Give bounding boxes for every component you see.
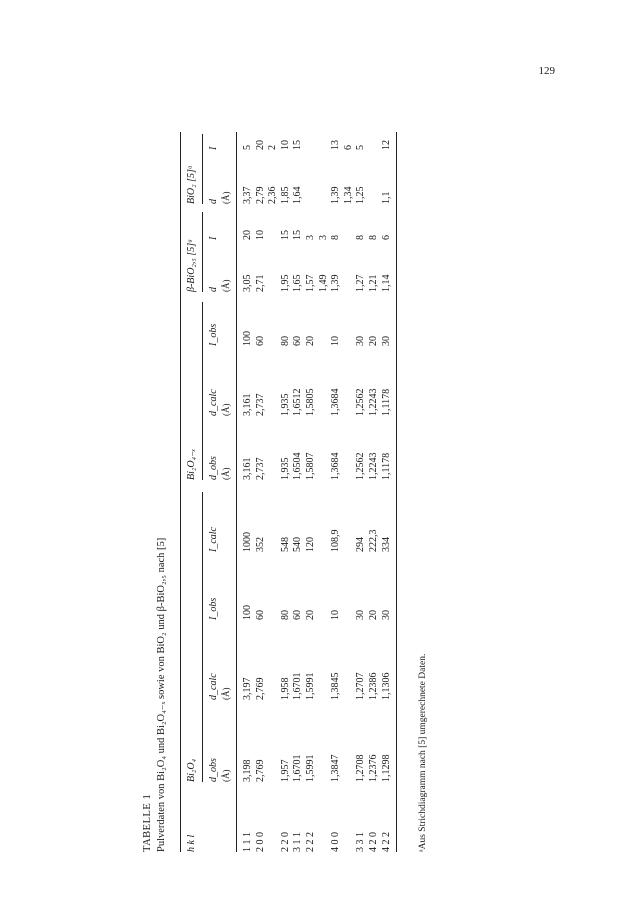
subheader-g2-dcalc: d_calc xyxy=(208,389,219,416)
cell-g1-dobs-row-7: 1,3847 xyxy=(330,754,342,782)
cell-g2-dcalc-row-1: 2,737 xyxy=(254,393,266,416)
cell-g4-i-row-11: 12 xyxy=(380,140,392,150)
cell-g4-i-row-2: 2 xyxy=(267,145,279,150)
subheader-g4-d-unit: (Å) xyxy=(221,191,231,204)
cell-g3-d-row-7: 1,39 xyxy=(330,274,342,292)
cell-g2-iobs-row-5: 20 xyxy=(305,336,316,346)
cell-g1-dcalc-row-3: 1,958 xyxy=(279,677,291,700)
cell-g2-iobs-row-7: 10 xyxy=(330,336,342,346)
cell-g2-dobs-row-7: 1,3684 xyxy=(330,452,342,480)
cell-g1-dobs-row-11: 1,1298 xyxy=(380,754,392,782)
subheader-g4-i: I xyxy=(208,146,219,150)
cell-hkl-row-7: 4 0 0 xyxy=(330,832,342,852)
subheader-g1-dcalc-unit: (Å) xyxy=(221,687,231,700)
cell-g4-d-row-4: 1,64 xyxy=(292,186,304,204)
cell-g2-iobs-row-9: 30 xyxy=(355,336,367,346)
cell-hkl-row-9: 3 3 1 xyxy=(355,832,367,852)
cell-g1-dcalc-row-9: 1,2707 xyxy=(355,672,367,700)
header-bottom-rule xyxy=(236,132,237,852)
cell-g3-i-row-0: 20 xyxy=(242,230,253,240)
cell-g1-dcalc-row-7: 1,3845 xyxy=(330,672,342,700)
cell-g1-icalc-row-7: 108,9 xyxy=(330,529,342,552)
cell-g1-dcalc-row-1: 2,769 xyxy=(254,677,266,700)
cell-g1-dobs-row-1: 2,769 xyxy=(254,759,266,782)
cell-g1-dcalc-row-0: 3,197 xyxy=(242,677,253,700)
header-group-beta-bio25: β-BiO₂,₅ [5]ᵃ xyxy=(186,238,197,292)
group-rule-bio2 xyxy=(202,134,203,204)
cell-g2-dobs-row-4: 1,6504 xyxy=(292,452,304,480)
subheader-g2-dobs-unit: (Å) xyxy=(221,467,231,480)
cell-g1-icalc-row-1: 352 xyxy=(254,537,266,552)
cell-g1-dobs-row-9: 1,2708 xyxy=(355,754,367,782)
subheader-g1-dobs: d_obs xyxy=(208,758,219,782)
table-caption: Pulverdaten von Bi₂O₄ und Bi₂O₄₋ₓ sowie von BiO₂ und β-BiO₂,₅ nach [5] xyxy=(156,537,167,852)
cell-g4-i-row-8: 6 xyxy=(342,145,354,150)
header-group-bi2o4: Bi₂O₄ xyxy=(186,758,197,782)
cell-g3-d-row-0: 3,05 xyxy=(242,274,253,292)
cell-g3-i-row-11: 6 xyxy=(380,235,392,240)
subheader-g3-d: d xyxy=(208,287,219,292)
cell-g2-iobs-row-4: 60 xyxy=(292,336,304,346)
cell-g2-dcalc-row-0: 3,161 xyxy=(242,393,253,416)
cell-g2-dcalc-row-4: 1,6512 xyxy=(292,388,304,416)
cell-g4-i-row-1: 20 xyxy=(254,140,266,150)
cell-g2-dcalc-row-9: 1,2562 xyxy=(355,388,367,416)
cell-g1-iobs-row-7: 10 xyxy=(330,610,342,620)
cell-g4-d-row-11: 1,1 xyxy=(380,191,392,204)
subheader-g2-dobs: d_obs xyxy=(208,456,219,480)
cell-g1-iobs-row-3: 80 xyxy=(279,610,291,620)
subheader-g1-iobs: I_obs xyxy=(208,597,219,620)
cell-g4-d-row-9: 1,25 xyxy=(355,186,367,204)
subheader-g1-dcalc: d_calc xyxy=(208,673,219,700)
cell-g2-dcalc-row-7: 1,3684 xyxy=(330,388,342,416)
cell-g2-iobs-row-0: 100 xyxy=(242,331,253,346)
cell-g3-i-row-7: 8 xyxy=(330,235,342,240)
cell-g1-dcalc-row-4: 1,6701 xyxy=(292,672,304,700)
subheader-g2-iobs: I_obs xyxy=(208,323,219,346)
cell-g1-iobs-row-5: 20 xyxy=(305,610,316,620)
bottom-rule xyxy=(396,132,397,852)
cell-hkl-row-4: 3 1 1 xyxy=(292,832,304,852)
cell-g1-icalc-row-4: 540 xyxy=(292,537,304,552)
cell-g2-dobs-row-1: 2,737 xyxy=(254,457,266,480)
cell-g4-i-row-3: 10 xyxy=(279,140,291,150)
cell-g1-dcalc-row-10: 1,2386 xyxy=(368,672,379,700)
cell-g3-d-row-6: 1,49 xyxy=(317,274,329,292)
cell-g1-iobs-row-0: 100 xyxy=(242,605,253,620)
cell-g1-iobs-row-10: 20 xyxy=(368,610,379,620)
subheader-g1-dobs-unit: (Å) xyxy=(221,769,231,782)
cell-g1-dcalc-row-5: 1,5991 xyxy=(305,672,316,700)
cell-hkl-row-3: 2 2 0 xyxy=(279,832,291,852)
cell-g1-icalc-row-3: 548 xyxy=(279,537,291,552)
cell-g4-d-row-3: 1,85 xyxy=(279,186,291,204)
cell-g3-i-row-6: 3 xyxy=(317,235,329,240)
cell-g3-i-row-3: 15 xyxy=(279,230,291,240)
cell-g4-i-row-9: 5 xyxy=(355,145,367,150)
page-number: 129 xyxy=(538,65,555,77)
cell-g3-i-row-1: 10 xyxy=(254,230,266,240)
cell-g1-iobs-row-1: 60 xyxy=(254,610,266,620)
cell-g2-dobs-row-9: 1,2562 xyxy=(355,452,367,480)
cell-hkl-row-11: 4 2 2 xyxy=(380,832,392,852)
cell-g4-d-row-7: 1,39 xyxy=(330,186,342,204)
cell-g1-iobs-row-9: 30 xyxy=(355,610,367,620)
cell-g2-iobs-row-11: 30 xyxy=(380,336,392,346)
cell-g1-icalc-row-10: 222,3 xyxy=(368,529,379,552)
group-rule-bi2o4x xyxy=(202,302,203,480)
cell-g2-iobs-row-1: 60 xyxy=(254,336,266,346)
cell-g1-icalc-row-11: 334 xyxy=(380,537,392,552)
top-rule xyxy=(180,132,181,852)
subheader-g3-d-unit: (Å) xyxy=(221,279,231,292)
cell-g1-dobs-row-4: 1,6701 xyxy=(292,754,304,782)
cell-g2-dobs-row-5: 1,5807 xyxy=(305,452,316,480)
rotated-table-block xyxy=(142,122,442,852)
subheader-g2-dcalc-unit: (Å) xyxy=(221,403,231,416)
cell-g1-dcalc-row-11: 1,1306 xyxy=(380,672,392,700)
subheader-g1-icalc: I_calc xyxy=(208,527,219,552)
cell-g3-i-row-4: 15 xyxy=(292,230,304,240)
cell-g4-i-row-4: 15 xyxy=(292,140,304,150)
cell-g2-dcalc-row-10: 1,2243 xyxy=(368,388,379,416)
cell-g4-d-row-8: 1,34 xyxy=(342,186,354,204)
cell-g1-dobs-row-3: 1,957 xyxy=(279,759,291,782)
cell-g4-d-row-2: 2,36 xyxy=(267,186,279,204)
cell-g3-i-row-5: 3 xyxy=(305,235,316,240)
subheader-g3-i: I xyxy=(208,236,219,240)
cell-g3-i-row-10: 8 xyxy=(368,235,379,240)
cell-hkl-row-1: 2 0 0 xyxy=(254,832,266,852)
cell-g2-dcalc-row-3: 1,935 xyxy=(279,393,291,416)
cell-g2-dcalc-row-5: 1,5805 xyxy=(305,388,316,416)
cell-g1-iobs-row-11: 30 xyxy=(380,610,392,620)
cell-g4-i-row-0: 5 xyxy=(242,145,253,150)
cell-g4-i-row-7: 13 xyxy=(330,140,342,150)
cell-g1-icalc-row-5: 120 xyxy=(305,537,316,552)
cell-g1-iobs-row-4: 60 xyxy=(292,610,304,620)
cell-g1-icalc-row-0: 1000 xyxy=(242,532,253,552)
cell-g1-icalc-row-9: 294 xyxy=(355,537,367,552)
cell-g3-d-row-3: 1,95 xyxy=(279,274,291,292)
cell-hkl-row-0: 1 1 1 xyxy=(242,832,253,852)
header-group-bi2o4x: Bi₂O₄₋ₓ xyxy=(186,448,197,480)
cell-hkl-row-10: 4 2 0 xyxy=(368,832,379,852)
header-group-bio2: BiO₂ [5]ᵃ xyxy=(186,165,197,204)
cell-g2-dobs-row-11: 1,1178 xyxy=(380,452,392,480)
group-rule-bi2o4 xyxy=(202,492,203,782)
cell-g3-i-row-9: 8 xyxy=(355,235,367,240)
cell-g1-dobs-row-10: 1,2376 xyxy=(368,754,379,782)
cell-g1-dobs-row-5: 1,5991 xyxy=(305,754,316,782)
subheader-g4-d: d xyxy=(208,199,219,204)
cell-g1-dobs-row-0: 3,198 xyxy=(242,759,253,782)
cell-g2-dobs-row-0: 3,161 xyxy=(242,457,253,480)
cell-g2-iobs-row-3: 80 xyxy=(279,336,291,346)
cell-g3-d-row-10: 1,21 xyxy=(368,274,379,292)
cell-g3-d-row-9: 1,27 xyxy=(355,274,367,292)
table-label: TABELLE 1 xyxy=(142,793,153,852)
footnote: ᵃAus Strichdiagramm nach [5] umgerechnete Daten. xyxy=(418,653,428,852)
cell-g2-dcalc-row-11: 1,1178 xyxy=(380,388,392,416)
header-hkl: h k l xyxy=(186,834,197,852)
cell-g3-d-row-4: 1,65 xyxy=(292,274,304,292)
cell-g4-d-row-0: 3,37 xyxy=(242,186,253,204)
cell-g4-d-row-1: 2,79 xyxy=(254,186,266,204)
cell-g2-iobs-row-10: 20 xyxy=(368,336,379,346)
cell-g3-d-row-1: 2,71 xyxy=(254,274,266,292)
cell-g2-dobs-row-3: 1,935 xyxy=(279,457,291,480)
cell-hkl-row-5: 2 2 2 xyxy=(305,832,316,852)
cell-g2-dobs-row-10: 1,2243 xyxy=(368,452,379,480)
cell-g3-d-row-5: 1,57 xyxy=(305,274,316,292)
group-rule-beta-bio25 xyxy=(202,212,203,292)
cell-g3-d-row-11: 1,14 xyxy=(380,274,392,292)
